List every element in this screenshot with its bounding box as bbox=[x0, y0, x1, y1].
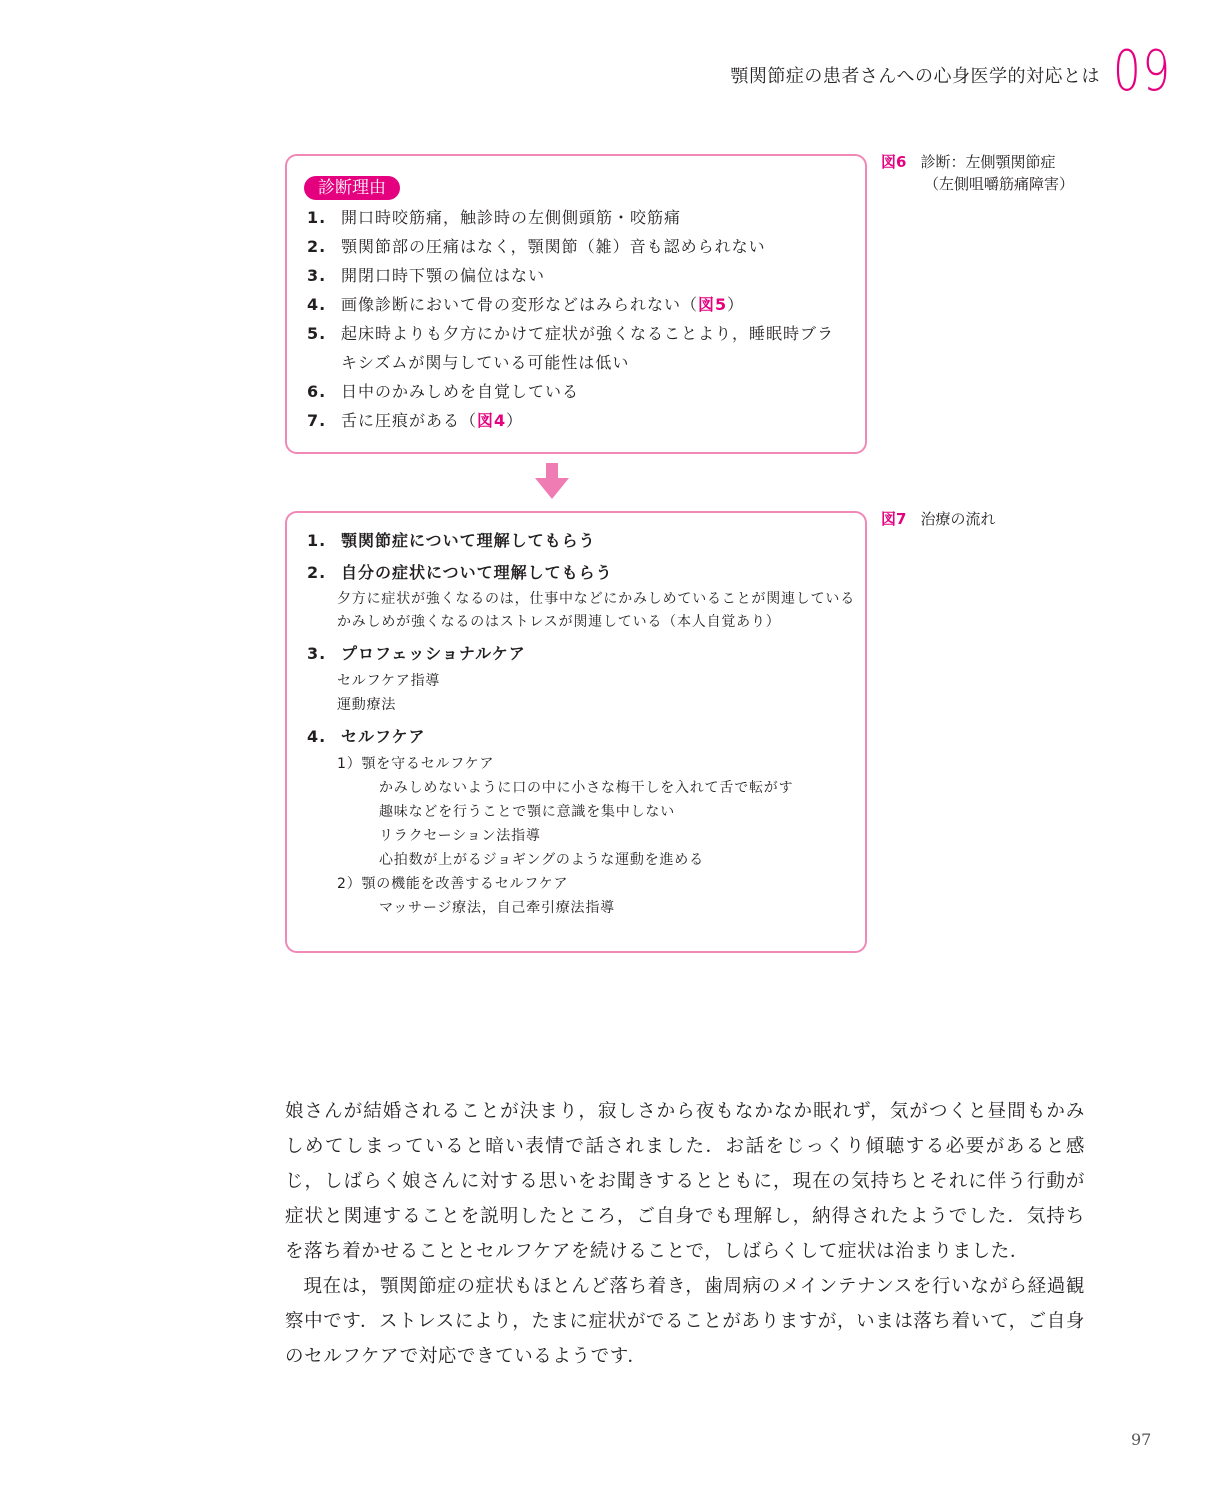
treatment-step-title: 4. セルフケア bbox=[307, 727, 426, 746]
selfcare-detail: 心拍数が上がるジョギングのような運動を進める bbox=[379, 852, 704, 868]
selfcare-detail: マッサージ療法，自己牽引療法指導 bbox=[379, 900, 615, 916]
selfcare-subsection-title: 1）顎を守るセルフケア bbox=[337, 756, 495, 772]
treatment-step-title: 2. 自分の症状について理解してもらう bbox=[307, 563, 613, 582]
figure6-caption-line2: （左側咀嚼筋痛障害） bbox=[924, 175, 1075, 193]
figure6-caption-line1: 診断：左側顎関節症 bbox=[920, 153, 1056, 171]
body-paragraph-2: 現在は，顎関節症の症状もほとんど落ち着き，歯周病のメインテナンスを行いながら経過観察中です．ストレスにより，たまに症状がでることがありますが，いまは落ち着いて，ご自身のセルフケアで対応できているようです． bbox=[285, 1276, 1085, 1367]
list-item: 7. 舌に圧痕がある（図4） bbox=[307, 411, 524, 430]
treatment-detail: 運動療法 bbox=[337, 697, 397, 713]
treatment-step-title: 3. プロフェッショナルケア bbox=[307, 644, 526, 663]
selfcare-detail: 趣味などを行うことで顎に意識を集中しない bbox=[379, 804, 675, 820]
figure4-reference[interactable]: 図4 bbox=[477, 411, 507, 430]
treatment-detail: かみしめが強くなるのはストレスが関連している（本人自覚あり） bbox=[337, 614, 781, 630]
figure7-caption bbox=[881, 508, 995, 530]
list-item: 4. 画像診断において骨の変形などはみられない（図5） bbox=[307, 295, 745, 314]
selfcare-subsection-title: 2）顎の機能を改善するセルフケア bbox=[337, 876, 569, 892]
list-item: 6. 日中のかみしめを自覚している bbox=[307, 382, 580, 401]
list-item: 3. 開閉口時下顎の偏位はない bbox=[307, 266, 546, 285]
selfcare-detail: リラクセーション法指導 bbox=[379, 828, 541, 844]
treatment-detail: 夕方に症状が強くなるのは，仕事中などにかみしめていることが関連している bbox=[337, 591, 855, 607]
running-header-title: 顎関節症の患者さんへの心身医学的対応とは bbox=[730, 66, 1100, 87]
chapter-number: 09 bbox=[1113, 39, 1172, 104]
figure6-caption bbox=[881, 151, 1074, 195]
list-item: 5. 起床時よりも夕方にかけて症状が強くなることより，睡眠時ブラキシズムが関与している可能性は低い bbox=[307, 324, 835, 372]
treatment-flow-box bbox=[285, 511, 867, 953]
diagnosis-reason-label: 診断理由 bbox=[304, 176, 400, 200]
figure7-caption-text: 治療の流れ bbox=[920, 510, 996, 528]
diagnosis-reason-box bbox=[285, 154, 867, 454]
body-text bbox=[285, 1094, 1085, 1374]
figure7-label: 図7 bbox=[881, 510, 907, 528]
list-item: 2. 顎関節部の圧痛はなく，顎関節（雑）音も認められない bbox=[307, 237, 766, 256]
treatment-detail: セルフケア指導 bbox=[337, 673, 441, 689]
selfcare-detail: かみしめないように口の中に小さな梅干しを入れて舌で転がす bbox=[379, 780, 794, 796]
figure5-reference[interactable]: 図5 bbox=[698, 295, 728, 314]
list-item: 1. 開口時咬筋痛，触診時の左側側頭筋・咬筋痛 bbox=[307, 208, 682, 227]
body-paragraph-1: 娘さんが結婚されることが決まり，寂しさから夜もなかなか眠れず，気がつくと昼間もかみしめてしまっていると暗い表情で話されました．お話をじっくり傾聴する必要があると感じ，しばらく娘さんに対する思いをお聞きするとともに，現在の気持ちとそれに伴う行動が症状と関連することを説明したところ，ご自身でも理解し，納得されたようでした．気持ちを落ち着かせることとセルフケアを続けることで，しばらくして症状は治まりました． bbox=[285, 1101, 1085, 1262]
arrow-down-icon bbox=[534, 463, 570, 499]
treatment-step-title: 1. 顎関節症について理解してもらう bbox=[307, 531, 596, 550]
figure6-label: 図6 bbox=[881, 153, 907, 171]
page-number: 97 bbox=[1131, 1430, 1152, 1449]
